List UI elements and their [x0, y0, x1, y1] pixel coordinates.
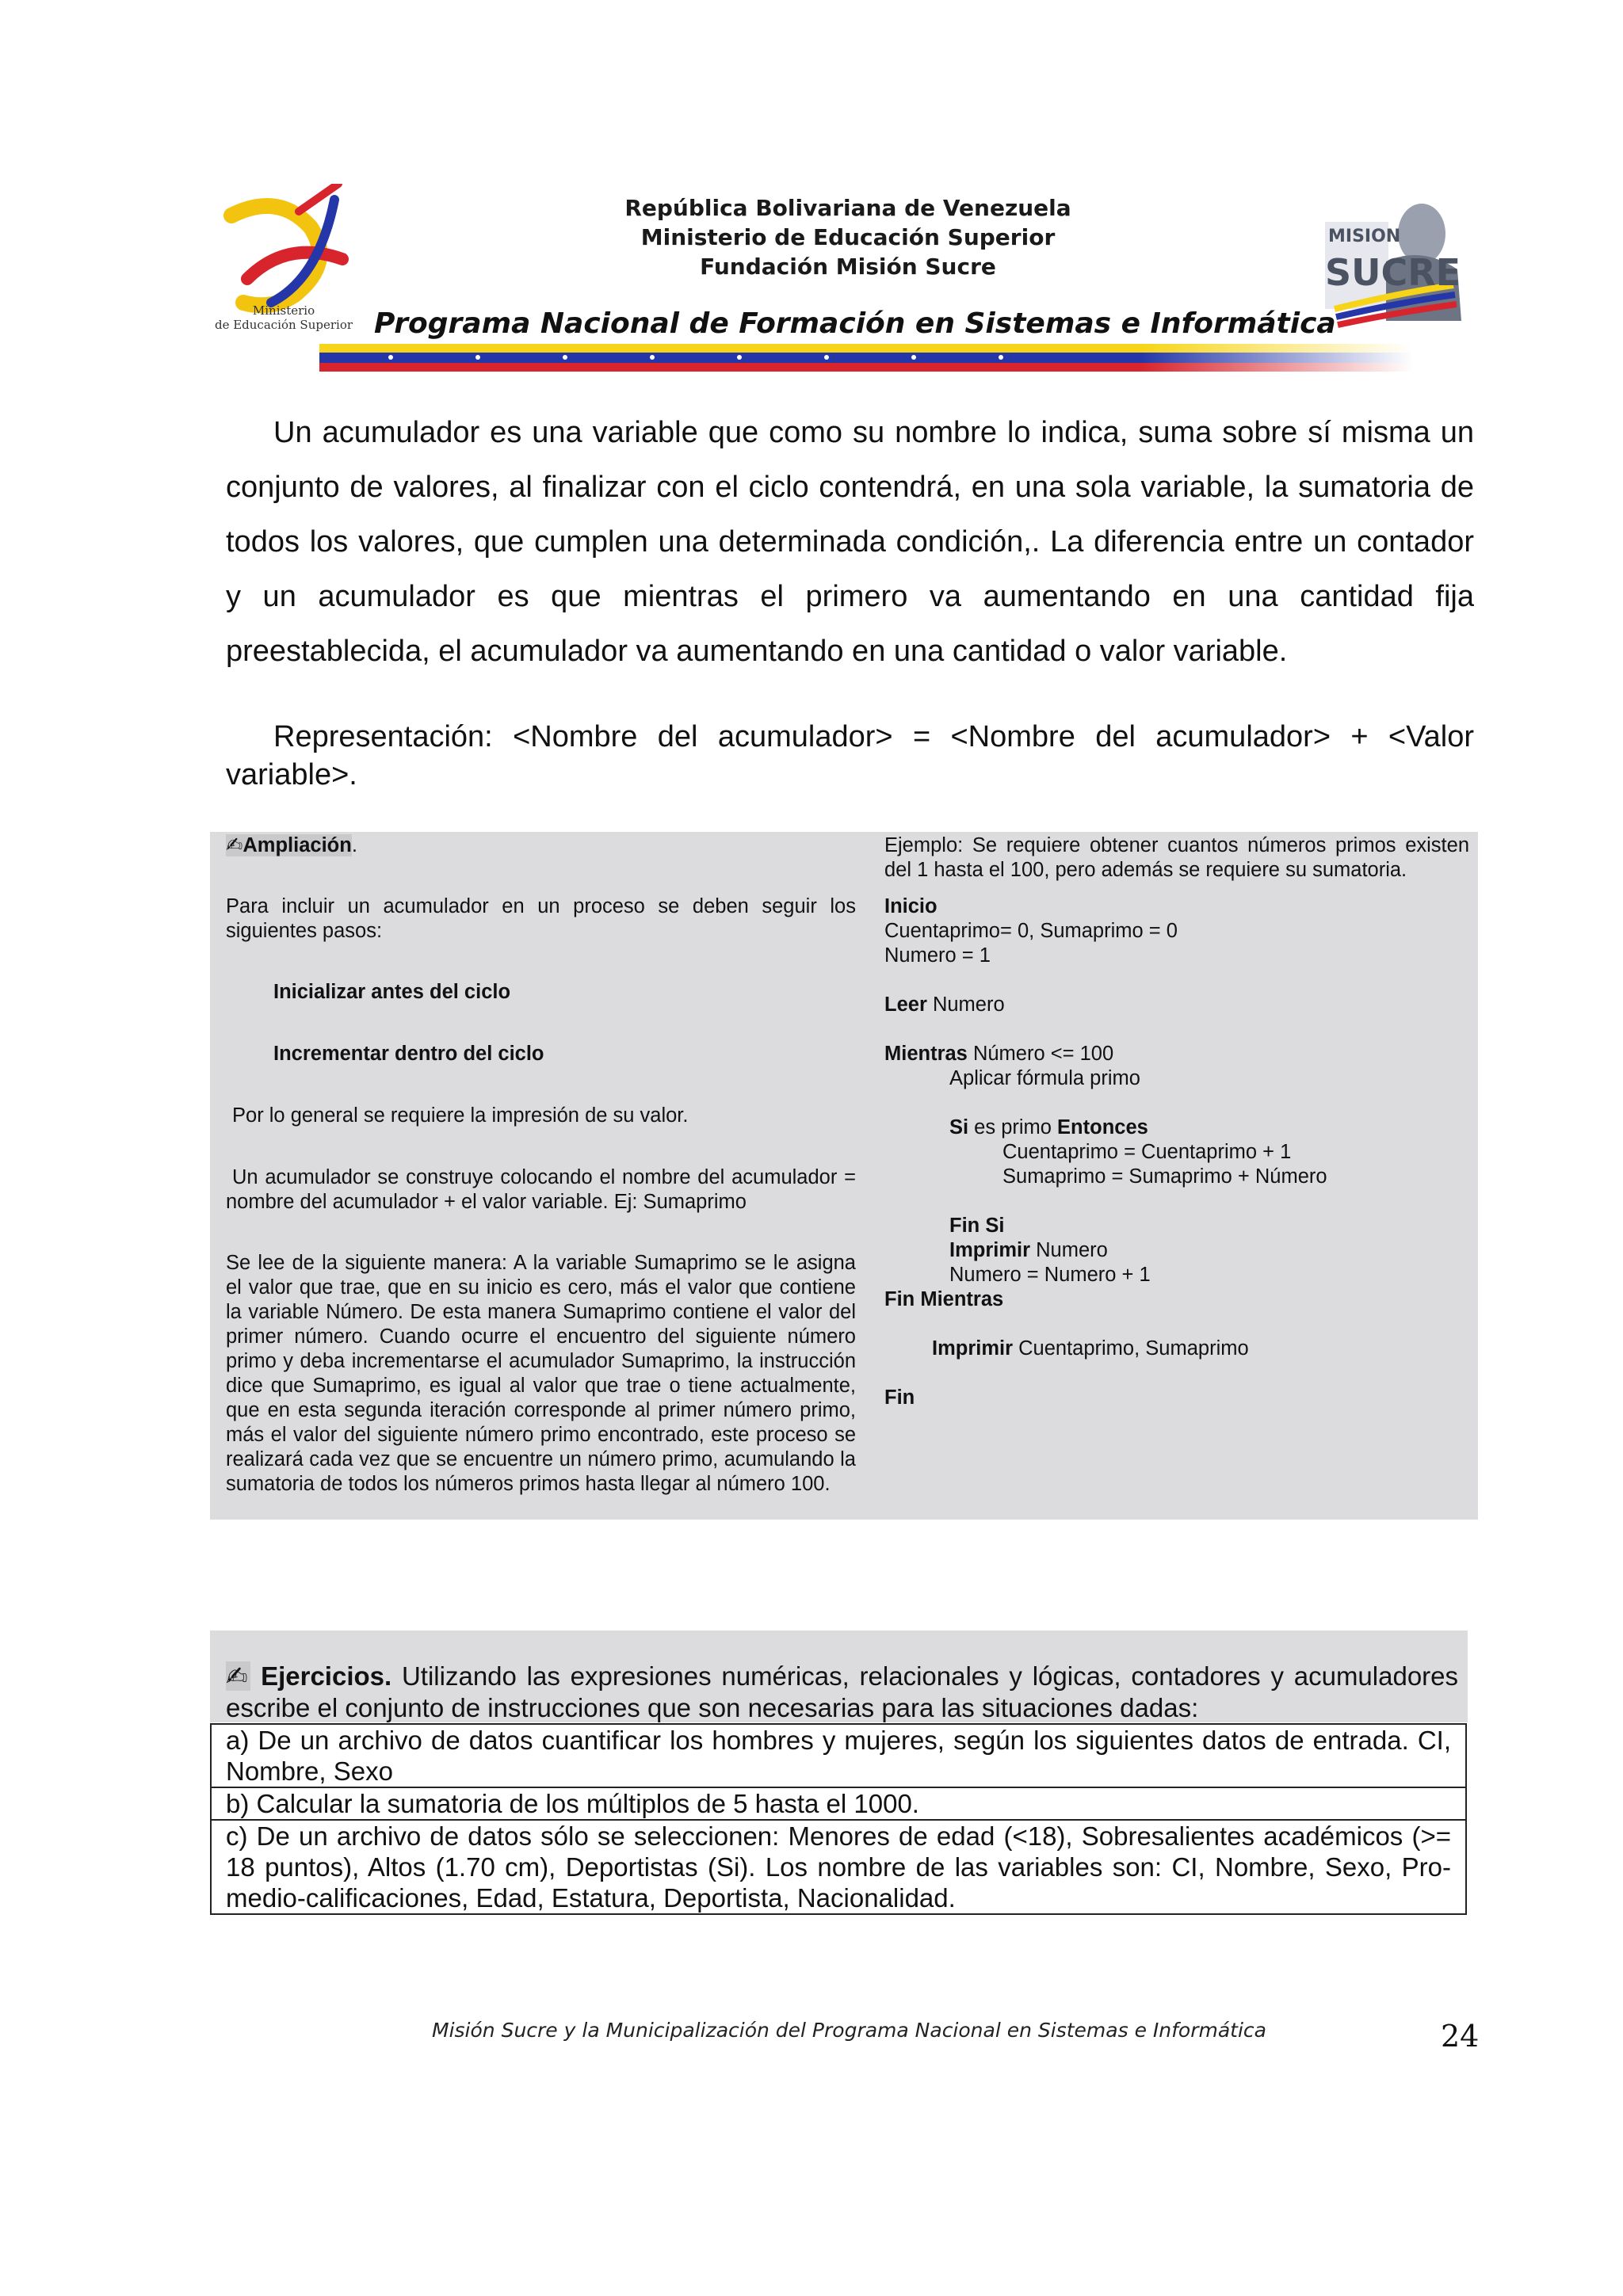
pseudo-init-counters: Cuentaprimo= 0, Sumaprimo = 0: [884, 920, 1178, 942]
ejemplo-intro: Ejemplo: Se requiere obtener cuantos números primos existen del 1 hasta el 100, pero además se requiere su sumatoria.: [884, 834, 1469, 881]
mision-text: MISION: [1328, 227, 1401, 246]
pseudo-imprimir-final: Imprimir Cuentaprimo, Sumaprimo: [932, 1337, 1249, 1360]
step-increment: Incrementar dentro del ciclo: [273, 1043, 544, 1065]
table-row: [211, 1820, 1466, 1914]
venezuela-flag-band: [319, 341, 1413, 374]
ejercicios-intro: ✍ Ejercicios. Utilizando las expresiones numéricas, relacionales y lógicas, contadores y acumuladores escribe el conjunto de instrucciones que son necesarias para las situaciones dadas:: [226, 1661, 1459, 1722]
header-line-republic: República Bolivariana de Venezuela: [624, 195, 1071, 221]
page-number: 24: [1441, 2019, 1480, 2054]
pseudo-inicio: Inicio: [884, 895, 938, 917]
note-print-value: Por lo general se requiere la impresión de su valor.: [232, 1104, 689, 1127]
ejemplo-right-column: [884, 833, 1469, 1410]
ampliacion-title-row: ✍Ampliación.: [226, 834, 357, 856]
pseudo-numero-inc: Numero = Numero + 1: [949, 1264, 1151, 1286]
pseudo-finsi: Fin Si: [949, 1215, 1005, 1237]
exercise-b: b) Calcular la sumatoria de los múltiplos de 5 hasta el 1000.: [211, 1787, 1466, 1820]
accumulator-definition-paragraph: Un acumulador es una variable que como su nombre lo indica, suma sobre sí misma un conjunto de valores, al finalizar con el ciclo contendrá, en una sola variable, la sumatoria de todos los valores, que cumplen una determinada condición,. La diferencia entre un contador y un acumulador es que mientras el primero va aumentando en una cantidad fija preestablecida, el acumulador va aumentando en una cantidad o valor variable.: [226, 416, 1474, 668]
pseudo-mientras: Mientras Número <= 100: [884, 1043, 1114, 1065]
ministerio-logo-caption: Ministerio de Educación Superior: [214, 303, 353, 332]
pseudo-cuenta-inc: Cuentaprimo = Cuentaprimo + 1: [1002, 1141, 1292, 1163]
note-explanation: Se lee de la siguiente manera: A la variable Sumaprimo se le asigna el valor que trae, que en su inicio es cero, más el valor que contiene la variable Número. De esta manera Sumaprimo contiene el valor del primer número. Cuando ocurre el encuentro del siguiente número primo y deba incrementarse el acumulador Sumaprimo, la instrucción dice que Sumaprimo, es igual al valor que trae o tiene actualmente, que en esta segunda iteración corresponde al primer número primo, más el valor del siguiente número primo encontrado, este proceso se realizará cada vez que se encuentre un número primo, acumulando la sumatoria de todos los números primos hasta llegar al número 100.: [226, 1252, 856, 1495]
step-initialize: Inicializar antes del ciclo: [273, 981, 511, 1003]
pseudo-suma-inc: Sumaprimo = Sumaprimo + Número: [1002, 1165, 1327, 1188]
header-line-foundation: Fundación Misión Sucre: [700, 254, 996, 280]
ampliacion-title: Ampliación: [242, 834, 352, 856]
table-row: [211, 1724, 1466, 1787]
footer-text: Misión Sucre y la Municipalización del Programa Nacional en Sistemas e Informática: [432, 2019, 1266, 2042]
pseudo-leer: Leer Numero: [884, 994, 1005, 1016]
sucre-text: SUCRE: [1325, 251, 1461, 294]
pseudo-init-numero: Numero = 1: [884, 944, 991, 967]
pseudo-si: Si es primo Entonces: [949, 1116, 1148, 1138]
pseudo-finmientras: Fin Mientras: [884, 1288, 1004, 1310]
pseudo-imprimir: Imprimir Numero: [949, 1239, 1108, 1261]
table-row: [211, 1787, 1466, 1820]
mision-sucre-logo: [1319, 190, 1469, 333]
ejercicios-table: [210, 1723, 1467, 1915]
note-construction: Un acumulador se construye colocando el nombre del acumulador = nombre del acumulador + el valor variable. Ej: Sumaprimo: [226, 1166, 856, 1213]
header-institution: [555, 193, 1141, 281]
pencil-icon: ✍: [226, 834, 243, 856]
ampliacion-intro: Para incluir un acumulador en un proceso se deben seguir los siguientes pasos:: [226, 895, 856, 942]
ejercicios-title: Ejercicios.: [261, 1661, 392, 1691]
representation-paragraph: Representación: <Nombre del acumulador> = <Nombre del acumulador> + <Valor variable>.: [226, 720, 1474, 791]
program-title: Programa Nacional de Formación en Sistemas e Informática: [374, 307, 1336, 340]
ampliacion-left-column: [226, 833, 856, 1497]
pseudo-fin: Fin: [884, 1386, 915, 1409]
pencil-icon: ✍: [226, 1661, 251, 1691]
header-line-ministry: Ministerio de Educación Superior: [640, 224, 1056, 250]
exercise-c: c) De un archivo de datos sólo se seleccionen: Menores de edad (<18), Sobresalientes académicos (>= 18 puntos), Altos (1.70 cm), Deportistas (Si). Los nombre de las variables son: CI, Nombre, Sexo, Promedio-calificaciones, Edad, Estatura, Deportista, Nacionalidad.: [211, 1820, 1466, 1914]
exercise-a: a) De un archivo de datos cuantificar los hombres y mujeres, según los siguientes datos de entrada. CI, Nombre, Sexo: [211, 1724, 1466, 1787]
pseudo-aplicar: Aplicar fórmula primo: [949, 1067, 1140, 1089]
